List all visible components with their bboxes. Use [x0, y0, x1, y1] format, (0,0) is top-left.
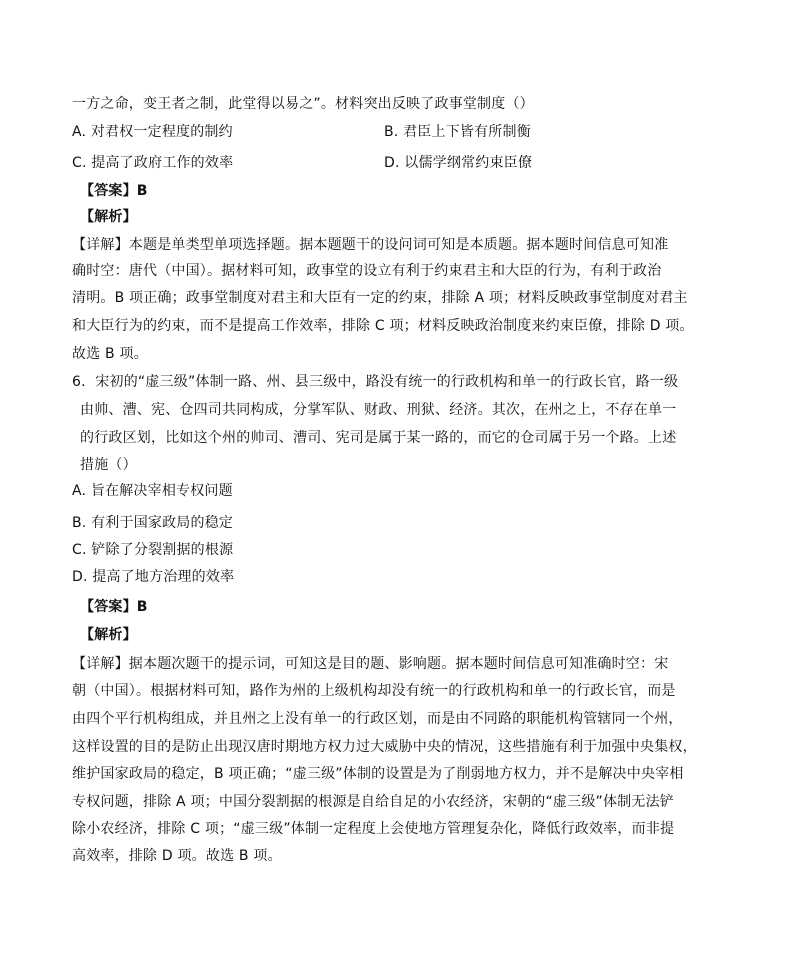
q6-option-d: D. 提高了地方治理的效率: [72, 569, 235, 585]
q5-detail-line: 清明。B 项正确；政事堂制度对君主和大臣有一定的约束，排除 A 项；材料反映政事堂制度对君主: [72, 290, 688, 306]
q5-answer: 【答案】B: [80, 183, 148, 199]
q6-detail-line: 维护国家政局的稳定，B 项正确；“虚三级”体制的设置是为了削弱地方权力，并不是解决中央宰相: [72, 766, 684, 782]
q5-detail-line: 确时空：唐代（中国）。据材料可知，政事堂的设立有利于约束君主和大臣的行为，有利于政治: [72, 263, 662, 279]
q6-option-a: A. 旨在解决宰相专权问题: [72, 483, 233, 499]
q6-detail-line: 高效率，排除 D 项。故选 B 项。: [72, 848, 282, 864]
q6-stem-line: 由帅、漕、宪、仓四司共同构成，分掌军队、财政、刑狱、经济。其次，在州之上，不存在单一: [80, 402, 677, 418]
q6-stem-line: 措施（）: [80, 457, 137, 473]
q6-answer: 【答案】B: [80, 599, 148, 615]
q6-stem-line: 6．宋初的“虚三级”体制一路、州、县三级中，路没有统一的行政机构和单一的行政长官，路一级: [72, 374, 679, 390]
q6-stem-line: 的行政区划，比如这个州的帅司、漕司、宪司是属于某一路的，而它的仓司属于另一个路。上述: [80, 430, 677, 446]
q6-detail-line: 朝（中国）。根据材料可知，路作为州的上级机构却没有统一的行政机构和单一的行政长官，而是: [72, 683, 676, 699]
q6-detail-line: 【详解】据本题次题干的提示词，可知这是目的题、影响题。据本题时间信息可知准确时空：宋: [72, 656, 669, 672]
q6-detail-line: 由四个平行机构组成，并且州之上没有单一的行政区划，而是由不同路的职能机构管辖同一个州，: [72, 711, 683, 727]
q6-analysis-label: 【解析】: [80, 627, 137, 643]
q5-stem-tail: 一方之命，变王者之制，此堂得以易之”。材料突出反映了政事堂制度（）: [72, 96, 534, 112]
q5-option-b: B. 君臣上下皆有所制衡: [384, 124, 531, 140]
q6-detail-line: 专权问题，排除 A 项；中国分裂割据的根源是自给自足的小农经济，宋朝的“虚三级”体制无法铲: [72, 794, 674, 810]
q5-detail-line: 和大臣行为的约束，而不是提高工作效率，排除 C 项；材料反映政治制度来约束臣僚，排除 D 项。: [72, 318, 694, 334]
q6-detail-line: 这样设置的目的是防止出现汉唐时期地方权力过大威胁中央的情况，这些措施有利于加强中央集权，: [72, 739, 697, 755]
q6-option-c: C. 铲除了分裂割据的根源: [72, 542, 234, 558]
q5-option-d: D. 以儒学纲常约束臣僚: [384, 155, 533, 171]
q5-option-a: A. 对君权一定程度的制约: [72, 124, 233, 140]
q5-option-c: C. 提高了政府工作的效率: [72, 155, 234, 171]
q5-detail-line: 【详解】本题是单类型单项选择题。据本题题干的设问词可知是本质题。据本题时间信息可知准: [72, 237, 669, 253]
q6-option-b: B. 有利于国家政局的稳定: [72, 515, 234, 531]
q5-analysis-label: 【解析】: [80, 209, 137, 225]
q5-detail-line: 故选 B 项。: [72, 346, 148, 362]
q6-detail-line: 除小农经济，排除 C 项；“虚三级”体制一定程度上会使地方管理复杂化，降低行政效率，而非提: [72, 821, 675, 837]
